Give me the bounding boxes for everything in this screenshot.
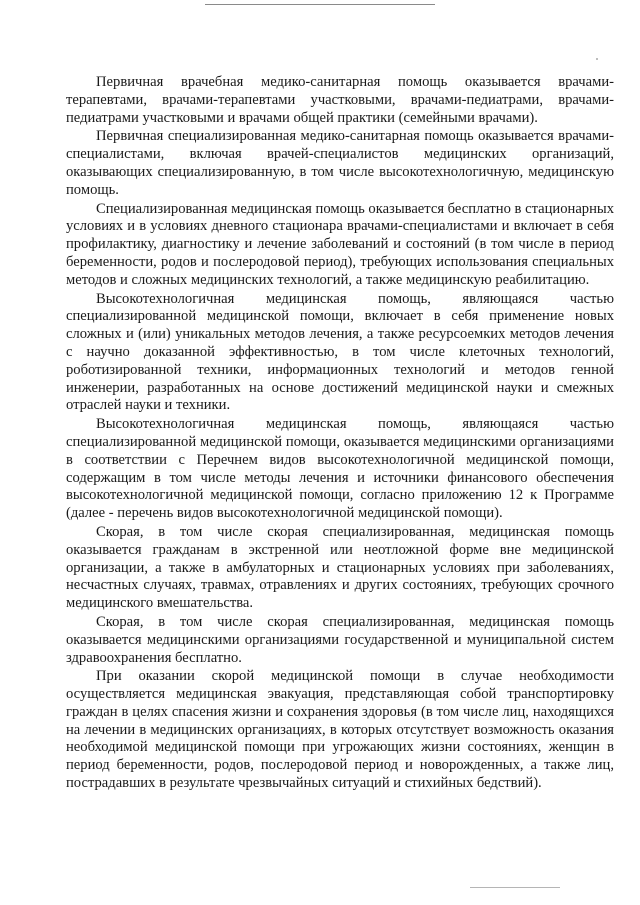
paragraph-high-tech-care-provision: Высокотехнологичная медицинская помощь, являющаяся частью специализированной медицинской помощи, оказывается медицинскими организациями в соответствии с Перечнем видов высокотехнологичной медицинской помощи, содержащим в том числе методы лечения и источники финансового обеспечения высокотехнологичной медицинской помощи, согласно приложению 12 к Программе (далее - перечень видов высокотехнологичной медицинской помощи). — [66, 416, 614, 522]
paragraph-specialized-care: Специализированная медицинская помощь оказывается бесплатно в стационарных условиях и в условиях дневного стационара врачами-специалистами и включает в себя профилактику, диагностику и лечение заболеваний и состояний (в том числе в период беременности, родов и послеродовой период), требующих использования специальных методов и сложных медицинских технологий, а также медицинскую реабилитацию. — [66, 200, 615, 288]
paragraph-primary-specialized-care: Первичная специализированная медико-санитарная помощь оказывается врачами-специалистами, включая врачей-специалистов медицинских организаций, оказывающих специализированную, в том числе высокотехнологичную, медицинскую помощь. — [66, 128, 614, 198]
paragraph-medical-evacuation: При оказании скорой медицинской помощи в случае необходимости осуществляется медицинская эвакуация, представляющая собой транспортировку граждан в целях спасения жизни и сохранения здоровья (в том числе лиц, находящихся на лечении в медицинских организациях, в которых отсутствует возможность оказания необходимой медицинской помощи при угрожающих жизни состояниях, женщин в период беременности, родов, послеродовой период и новорожденных, а также лиц, пострадавших в результате чрезвычайных ситуаций и стихийных бедствий). — [66, 668, 614, 792]
scan-artifact-bottom — [470, 887, 560, 888]
scan-artifact-dot — [596, 58, 598, 60]
paragraph-emergency-care: Скорая, в том числе скорая специализированная, медицинская помощь оказывается гражданам в экстренной или неотложной форме вне медицинской организации, а также в амбулаторных и стационарных условиях при заболеваниях, несчастных случаях, травмах, отравлениях и других состояниях, требующих срочного медицинского вмешательства. — [66, 523, 614, 612]
paragraph-emergency-care-free: Скорая, в том числе скорая специализированная, медицинская помощь оказывается медицинскими организациями государственной и муниципальной систем здравоохранения бесплатно. — [66, 613, 614, 666]
scan-artifact-top — [205, 4, 435, 5]
paragraph-high-tech-care-definition: Высокотехнологичная медицинская помощь, являющаяся частью специализированной медицинской помощи, включает в себя применение новых сложных и (или) уникальных методов лечения, а также ресурсоемких методов лечения с научно доказанной эффективностью, в том числе клеточных технологий, роботизированной техники, информационных технологий и методов генной инженерии, разработанных на основе достижений медицинской науки и смежных отраслей науки и техники. — [66, 290, 614, 414]
paragraph-primary-care: Первичная врачебная медико-санитарная помощь оказывается врачами-терапевтами, врачами-терапевтами участковыми, врачами-педиатрами, врачами-педиатрами участковыми и врачами общей практики (семейными врачами). — [66, 74, 614, 126]
document-body — [66, 74, 614, 794]
